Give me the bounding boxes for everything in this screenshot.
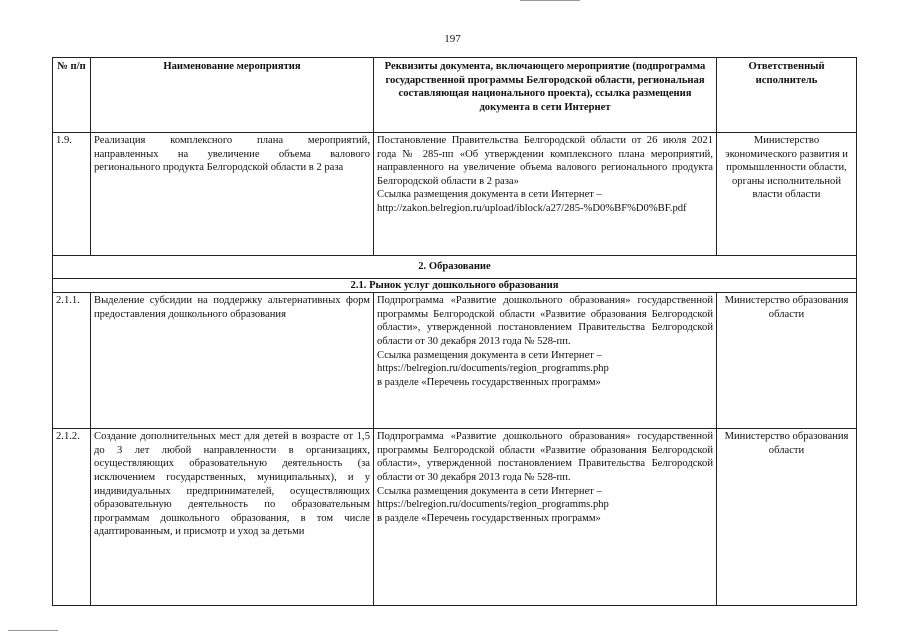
- subsection-heading-row: [53, 278, 857, 293]
- row-responsible: Министерство образования области: [717, 293, 857, 429]
- page-number: 197: [444, 33, 461, 45]
- document-link[interactable]: https://belregion.ru/documents/region_programms.php: [377, 499, 609, 511]
- document-text: Постановление Правительства Белгородской области от 26 июля 2021 года № 285-пп «Об утверждении комплексного плана мероприятий, направленного на увеличение объема валового регионального продукта Белгородской области в 2 раза»: [377, 135, 713, 187]
- link-label: Ссылка размещения документа в сети Интернет –: [377, 485, 602, 497]
- link-section-note: в разделе «Перечень государственных программ»: [377, 512, 601, 524]
- document-link[interactable]: https://belregion.ru/documents/region_programms.php: [377, 363, 609, 375]
- header-measure-name: Наименование мероприятия: [91, 58, 374, 133]
- row-number: 1.9.: [53, 133, 91, 256]
- row-document: [374, 293, 717, 429]
- document-text: Подпрограмма «Развитие дошкольного образования» государственной программы Белгородской области «Развитие образования Белгородской области», утвержденной постановлением Правительства Белгородской области от 30 декабря 2013 года № 528-пп.: [377, 295, 713, 347]
- measures-table: [52, 57, 857, 606]
- table-row: [53, 133, 857, 256]
- row-responsible: Министерство экономического развития и промышленности области, органы исполнительной власти области: [717, 133, 857, 256]
- row-document: [374, 429, 717, 606]
- row-measure-name: Реализация комплексного плана мероприятий, направленных на увеличение объема валового регионального продукта Белгородской области в 2 раза: [91, 133, 374, 256]
- link-label: Ссылка размещения документа в сети Интернет –: [377, 349, 602, 361]
- link-label: Ссылка размещения документа в сети Интернет –: [377, 189, 602, 201]
- section-heading-row: [53, 256, 857, 279]
- row-responsible: Министерство образования области: [717, 429, 857, 606]
- table-row: [53, 429, 857, 606]
- header-document-details: Реквизиты документа, включающего мероприятие (подпрограмма государственной программы Белгородской области, региональная составляющая национального проекта), ссылка размещения документа в сети Интернет: [374, 58, 717, 133]
- document-link[interactable]: http://zakon.belregion.ru/upload/iblock/a27/285-%D0%BF%D0%BF.pdf: [377, 202, 687, 214]
- table-header-row: [53, 58, 857, 133]
- document-text: Подпрограмма «Развитие дошкольного образования» государственной программы Белгородской области «Развитие образования Белгородской области», утвержденной постановлением Правительства Белгородской области от 30 декабря 2013 года № 528-пп.: [377, 431, 713, 483]
- row-measure-name: Выделение субсидии на поддержку альтернативных форм предоставления дошкольного образования: [91, 293, 374, 429]
- scan-artifact-line: [520, 0, 580, 1]
- row-measure-name: Создание дополнительных мест для детей в возрасте от 1,5 до 3 лет любой направленности в организациях, осуществляющих образовательную деятельность (за исключением государственных, муниципальных), и у индивидуальных предпринимателей, осуществляющих образовательную деятельность по образовательным программам дошкольного образования, в том числе адаптированным, и присмотр и уход за детьми: [91, 429, 374, 606]
- link-section-note: в разделе «Перечень государственных программ»: [377, 376, 601, 388]
- subsection-preschool: 2.1. Рынок услуг дошкольного образования: [53, 278, 857, 293]
- header-responsible: Ответственный исполнитель: [717, 58, 857, 133]
- scan-artifact-line: [8, 630, 58, 631]
- row-number: 2.1.1.: [53, 293, 91, 429]
- table-row: [53, 293, 857, 429]
- section-education: 2. Образование: [53, 256, 857, 279]
- header-number: № п/п: [53, 58, 91, 133]
- row-number: 2.1.2.: [53, 429, 91, 606]
- row-document: [374, 133, 717, 256]
